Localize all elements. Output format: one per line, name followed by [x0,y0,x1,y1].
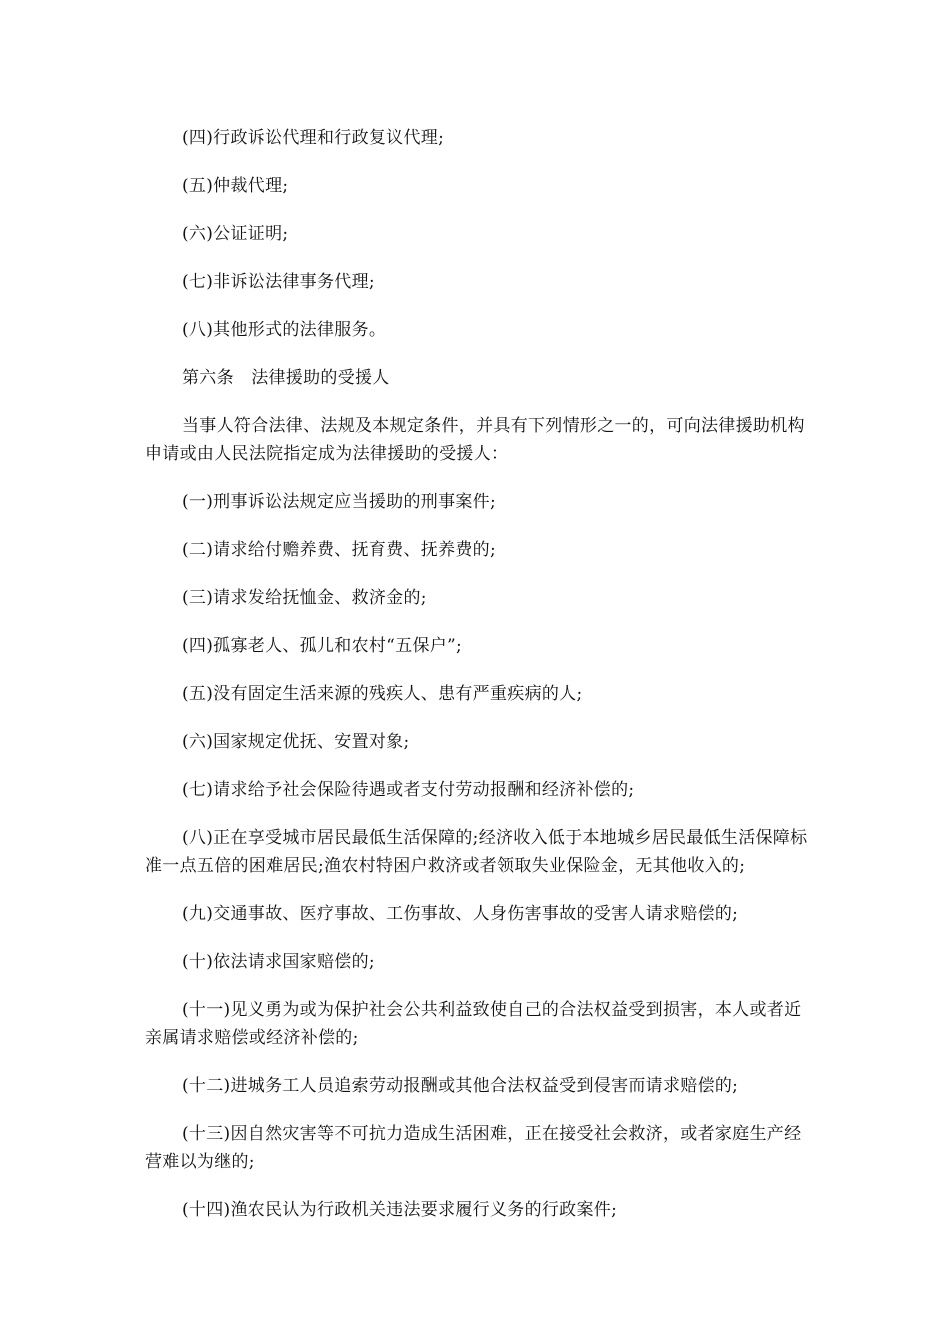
paragraph: (一)刑事诉讼法规定应当援助的刑事案件; [182,492,496,512]
paragraph: (六)公证证明; [182,224,289,244]
paragraph: (十)依法请求国家赔偿的; [182,952,375,972]
paragraph: (四)行政诉讼代理和行政复议代理; [182,128,445,148]
paragraph: (四)孤寡老人、孤儿和农村“五保户”; [182,636,463,656]
paragraph: (二)请求给付赡养费、抚育费、抚养费的; [182,540,496,560]
paragraph: (九)交通事故、医疗事故、工伤事故、人身伤害事故的受害人请求赔偿的; [182,904,739,924]
document-body [145,124,810,1224]
paragraph: (六)国家规定优抚、安置对象; [182,732,410,752]
paragraph: (八)正在享受城市居民最低生活保障的;经济收入低于本地城乡居民最低生活保障标准一点五倍的困难居民;渔农村特困户救济或者领取失业保险金，无其他收入的; [145,828,808,876]
paragraph: (八)其他形式的法律服务。 [182,320,387,340]
paragraph: (十三)因自然灾害等不可抗力造成生活困难，正在接受社会救济，或者家庭生产经营难以为继的; [145,1124,802,1172]
paragraph: (十四)渔农民认为行政机关违法要求履行义务的行政案件; [182,1200,618,1220]
article-heading: 第六条 法律援助的受援人 [182,368,390,388]
paragraph: (十一)见义勇为或为保护社会公共利益致使自己的合法权益受到损害，本人或者近亲属请求赔偿或经济补偿的; [145,1000,802,1048]
paragraph: 当事人符合法律、法规及本规定条件，并具有下列情形之一的，可向法律援助机构申请或由人民法院指定成为法律援助的受援人： [145,416,805,464]
paragraph: (五)没有固定生活来源的残疾人、患有严重疾病的人; [182,684,583,704]
paragraph: (七)非诉讼法律事务代理; [182,272,375,292]
paragraph: (五)仲裁代理; [182,176,289,196]
paragraph: (七)请求给予社会保险待遇或者支付劳动报酬和经济补偿的; [182,780,635,800]
paragraph: (十二)进城务工人员追索劳动报酬或其他合法权益受到侵害而请求赔偿的; [182,1076,739,1096]
paragraph: (三)请求发给抚恤金、救济金的; [182,588,427,608]
